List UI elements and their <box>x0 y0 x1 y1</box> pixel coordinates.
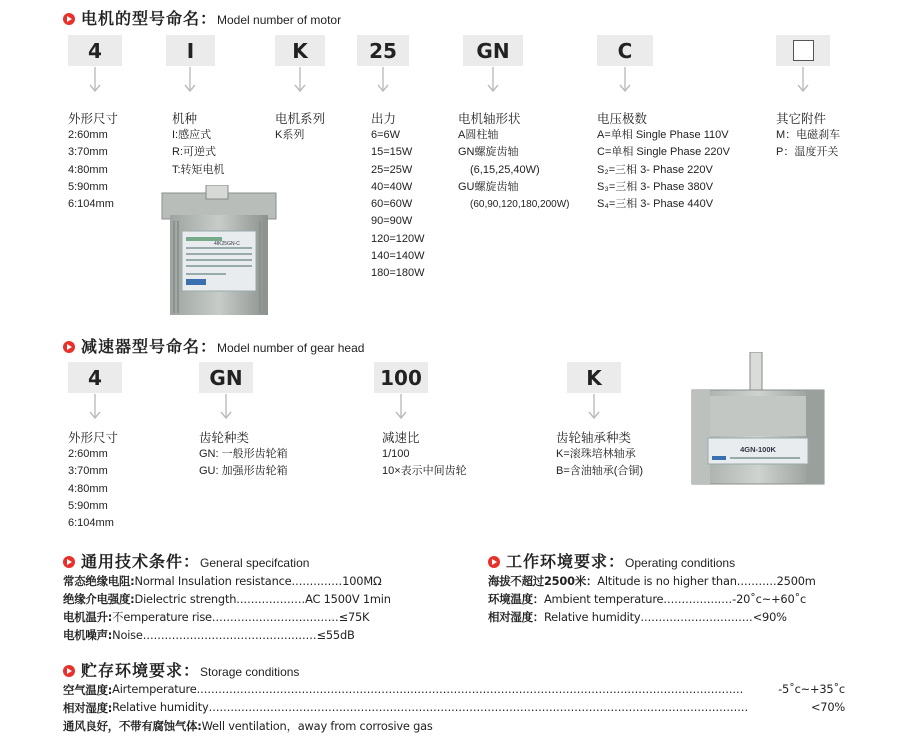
gear-col-header-size: 外形尺寸 <box>68 430 119 445</box>
motor-image <box>160 185 280 320</box>
list-item: 2:60mm <box>68 448 108 460</box>
motor-code-output: 25 <box>357 35 409 66</box>
list-item: GN: 一般形齿轮箱 <box>199 448 288 460</box>
list-item: GN螺旋齿轴 <box>458 146 519 159</box>
empty-checkbox-icon <box>793 40 814 61</box>
list-item: A圆柱轴 <box>458 129 499 141</box>
list-item: S₃=三相 3- Phase 380V <box>597 180 714 193</box>
list-item: T:转矩电机 <box>172 163 225 176</box>
list-item: 5:90mm <box>68 499 108 512</box>
general-spec-title: 通用技术条件： General specifcation <box>63 549 309 572</box>
list-item: A=单相 Single Phase 110V <box>597 129 729 141</box>
list-item: 5:90mm <box>68 180 108 193</box>
col-header-size: 外形尺寸 <box>68 111 119 126</box>
motor-code-series: K <box>275 35 325 66</box>
arrow-down-icon <box>294 67 306 93</box>
list-item: K系列 <box>275 129 305 141</box>
gear-code-ratio: 100 <box>374 362 428 393</box>
list-item: R:可逆式 <box>172 146 216 159</box>
list-item: 40=40W <box>371 180 413 193</box>
motor-code-type: I <box>166 35 215 66</box>
list-item: K=滚珠培林轴承 <box>556 448 636 460</box>
list-item: 2:60mm <box>68 129 108 141</box>
arrow-down-icon <box>184 67 196 93</box>
gearhead-nameplate-label: 4GN-100K <box>740 445 776 454</box>
list-item: 1/100 <box>382 448 410 460</box>
list-item: M：电磁刹车 <box>776 129 841 141</box>
operating-row: 海拔不超过2500米：Altitude is no higher than...........2500m <box>488 574 816 588</box>
list-item: 180=180W <box>371 267 425 280</box>
list-item: (60,90,120,180,200W) <box>470 199 570 211</box>
list-item: I:感应式 <box>172 129 212 141</box>
play-bullet-icon <box>63 341 75 353</box>
list-item: S₂=三相 3- Phase 220V <box>597 163 713 176</box>
series-list <box>275 127 304 144</box>
list-item: 4:80mm <box>68 163 108 176</box>
col-header-shaft: 电机轴形状 <box>458 111 521 126</box>
accessory-list <box>776 127 840 162</box>
arrow-down-icon <box>487 67 499 93</box>
operating-title: 工作环境要求： Operating conditions <box>488 549 735 572</box>
voltage-list <box>597 127 730 213</box>
gear-col-header-ratio: 减速比 <box>382 430 420 445</box>
type-list <box>172 127 225 179</box>
gear-ratio-list <box>382 446 467 481</box>
storage-row: 通风良好，不带有腐蚀气体:Well ventilation，away from corrosive gas <box>63 719 433 733</box>
col-header-voltage: 电压极数 <box>597 111 648 126</box>
col-header-output: 出力 <box>371 111 397 126</box>
play-bullet-icon <box>63 13 75 25</box>
output-list <box>371 127 425 283</box>
list-item: 6=6W <box>371 129 401 141</box>
storage-title: 贮存环境要求： Storage conditions <box>63 658 299 681</box>
motor-section-title: 电机的型号命名： Model number of motor <box>63 6 341 29</box>
arrow-down-icon <box>89 67 101 93</box>
motor-code-size: 4 <box>68 35 122 66</box>
col-header-accessory: 其它附件 <box>776 111 827 126</box>
col-header-type: 机种 <box>172 111 198 126</box>
arrow-down-icon <box>797 67 809 93</box>
list-item: 120=120W <box>371 232 425 245</box>
list-item: 140=140W <box>371 250 425 263</box>
gear-type-list <box>199 446 288 481</box>
gearhead-image <box>688 352 828 487</box>
storage-row: 相对湿度: Relative humidity ..................................................................................................................................................... <70% <box>63 700 845 715</box>
operating-row: 相对湿度：Relative humidity...............................<90% <box>488 610 787 624</box>
arrow-down-icon <box>377 67 389 93</box>
gear-code-bearing: K <box>567 362 621 393</box>
spec-row: 电机温升:不emperature rise...................................≤75K <box>63 610 370 624</box>
motor-code-voltage: C <box>597 35 653 66</box>
gear-section-title: 减速器型号命名： Model number of gear head <box>63 334 364 357</box>
shaft-list <box>458 127 570 213</box>
list-item: 3:70mm <box>68 146 108 159</box>
list-item: 4:80mm <box>68 482 108 495</box>
list-item: (6,15,25,40W) <box>470 163 540 176</box>
play-bullet-icon <box>63 556 75 568</box>
list-item: 60=60W <box>371 198 413 211</box>
gear-col-header-bearing: 齿轮轴承种类 <box>556 430 632 445</box>
list-item: GU螺旋齿轴 <box>458 180 519 193</box>
motor-code-shaft: GN <box>463 35 523 66</box>
list-item: 25=25W <box>371 163 413 176</box>
list-item: GU: 加强形齿轮箱 <box>199 465 288 478</box>
arrow-down-icon <box>619 67 631 93</box>
gear-bearing-list <box>556 446 643 481</box>
list-item: 15=15W <box>371 146 413 159</box>
list-item: 3:70mm <box>68 465 108 478</box>
arrow-down-icon <box>220 394 232 420</box>
play-bullet-icon <box>63 665 75 677</box>
list-item: C=单相 Single Phase 220V <box>597 146 730 159</box>
list-item: 6:104mm <box>68 517 114 530</box>
operating-row: 环境温度：Ambient temperature...................-20˚c~+60˚c <box>488 592 807 606</box>
gear-code-type: GN <box>199 362 253 393</box>
col-header-series: 电机系列 <box>275 111 326 126</box>
motor-code-accessory <box>776 35 830 66</box>
spec-row: 绝缘介电强度:Dielectric strength...................AC 1500V 1min <box>63 592 391 606</box>
gear-size-list <box>68 446 114 532</box>
spec-row: 电机噪声:Noise................................................≤55dB <box>63 628 355 642</box>
arrow-down-icon <box>89 394 101 420</box>
gear-code-size: 4 <box>68 362 122 393</box>
spec-row: 常态绝缘电阻:Normal Insulation resistance..............100MΩ <box>63 574 382 588</box>
arrow-down-icon <box>395 394 407 420</box>
list-item: B=含油轴承(合铜) <box>556 465 644 478</box>
list-item: S₄=三相 3- Phase 440V <box>597 198 714 211</box>
list-item: P：温度开关 <box>776 146 839 159</box>
arrow-down-icon <box>588 394 600 420</box>
list-item: 10×表示中间齿轮 <box>382 465 467 478</box>
gear-col-header-type: 齿轮种类 <box>199 430 250 445</box>
list-item: 6:104mm <box>68 198 114 211</box>
motor-nameplate-label: 4IK25GN-C <box>214 241 240 247</box>
size-list <box>68 127 114 213</box>
list-item: 90=90W <box>371 215 413 228</box>
play-bullet-icon <box>488 556 500 568</box>
storage-row: 空气温度: Airtemperature ....................................................................................................................................................... -5˚c~+35˚c <box>63 682 845 697</box>
